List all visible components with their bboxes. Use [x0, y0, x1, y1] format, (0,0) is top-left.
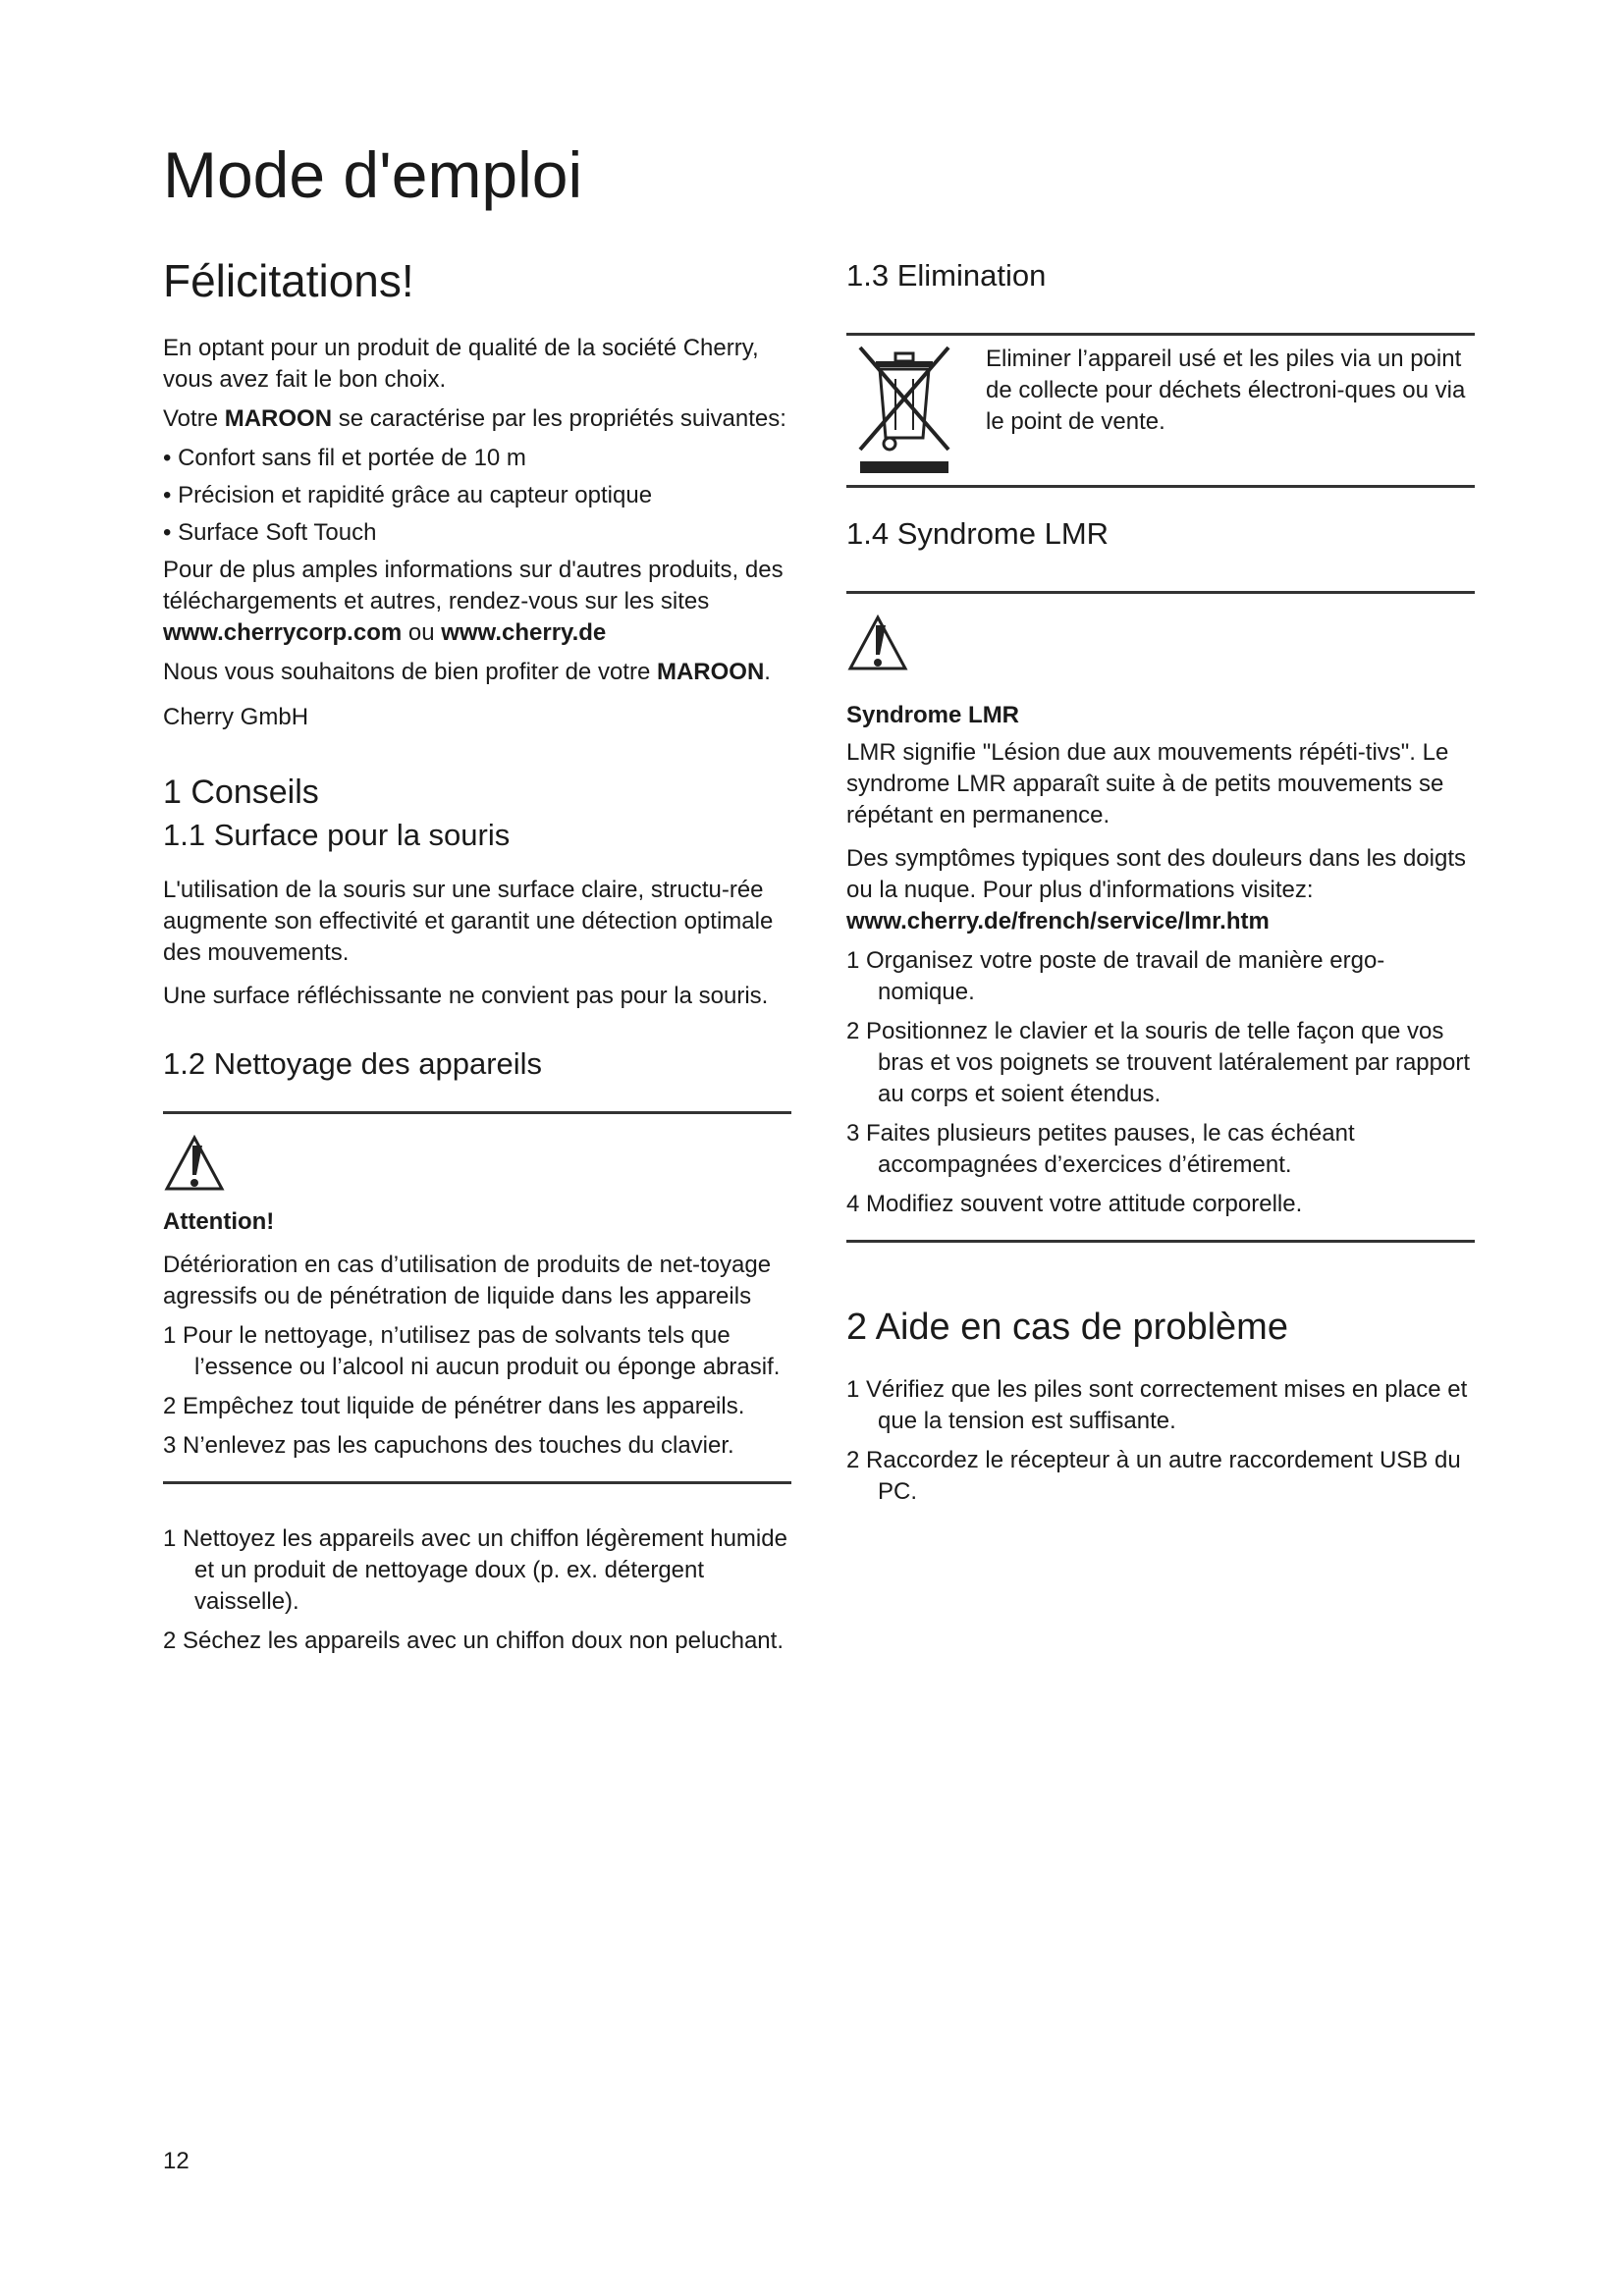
list-item: 1 Nettoyez les appareils avec un chiffon légèrement humide et un produit de nettoyage doux (p. ex. détergent vaisselle).: [163, 1525, 787, 1616]
warning-list: [163, 1320, 791, 1462]
list-item: 2 Raccordez le récepteur à un autre raccordement USB du PC.: [846, 1446, 1461, 1505]
text: se caractérise par les propriétés suivantes:: [332, 404, 786, 432]
lmr-paragraph-2: [846, 843, 1475, 937]
section-1-1-heading: 1.1 Surface pour la souris: [163, 817, 511, 852]
divider: [163, 1111, 791, 1114]
section-1-1-paragraph-2: Une surface réfléchissante ne convient pas pour la souris.: [163, 982, 769, 1009]
intro-paragraph-3: [163, 555, 791, 649]
divider: [846, 591, 1475, 594]
cleaning-list: [163, 1523, 791, 1657]
feature-list: [163, 443, 791, 549]
lmr-paragraph-1: LMR signifie "Lésion due aux mouvements répéti-tivs". Le syndrome LMR apparaît suite à de petits mouvements se répétant en permanence.: [846, 739, 1449, 829]
disposal-block: [846, 336, 1475, 485]
text: .: [764, 658, 771, 685]
section-2-heading: 2 Aide en cas de problème: [846, 1307, 1288, 1349]
list-item: 3 N’enlevez pas les capuchons des touches du clavier.: [163, 1432, 734, 1460]
section-1-2-heading: 1.2 Nettoyage des appareils: [163, 1045, 543, 1081]
section-1-4-heading: 1.4 Syndrome LMR: [846, 516, 1110, 552]
intro-heading: Félicitations!: [163, 255, 414, 306]
website-link[interactable]: www.cherry.de/french/service/lmr.htm: [846, 908, 1270, 935]
product-name: MAROON: [224, 404, 333, 432]
text: Pour de plus amples informations sur d'autres produits, des téléchargements et autres, rendez-vous sur les sites: [163, 556, 784, 614]
page-number: 12: [163, 2148, 189, 2174]
text: Nous vous souhaitons de bien profiter de votre: [163, 658, 657, 685]
troubleshooting-list: [846, 1374, 1475, 1508]
warning-icon: [163, 1134, 226, 1193]
intro-paragraph-2: [163, 403, 791, 435]
right-column: [846, 257, 1475, 1516]
page-title: Mode d'emploi: [163, 138, 583, 211]
disposal-text: Eliminer l’appareil usé et les piles via un point de collecte pour déchets électroni-ques ou via le point de vente.: [986, 346, 1466, 436]
list-item: • Surface Soft Touch: [163, 518, 377, 546]
warning-title-text: Attention!: [163, 1208, 275, 1236]
text: ou: [402, 618, 442, 646]
lmr-list: [846, 945, 1475, 1220]
divider: [163, 1481, 791, 1484]
warning-text: Détérioration en cas d’utilisation de produits de net-toyage agressifs ou de pénétration de liquide dans les appareils: [163, 1252, 772, 1310]
section-1-3-heading: 1.3 Elimination: [846, 258, 1047, 293]
section-1-1-paragraph-1: L'utilisation de la souris sur une surface claire, structu-rée augmente son effectivité et garantit une détection optimale des mouvements.: [163, 876, 774, 966]
list-item: 2 Positionnez le clavier et la souris de telle façon que vos bras et vos poignets se trouvent latéralement par rapport au corps et soient étendus.: [846, 1018, 1470, 1108]
warning-title: [846, 700, 1475, 731]
list-item: 3 Faites plusieurs petites pauses, le cas échéant accompagnées d’exercices d’étirement.: [846, 1120, 1355, 1179]
text: Votre: [163, 404, 225, 432]
warning-title: [163, 1206, 791, 1238]
warning-title-text: Syndrome LMR: [846, 702, 1020, 729]
list-item: 4 Modifiez souvent votre attitude corporelle.: [846, 1191, 1303, 1218]
left-column: [163, 255, 791, 1665]
section-1-heading: 1 Conseils: [163, 773, 319, 811]
list-item: 1 Organisez votre poste de travail de manière ergo-nomique.: [846, 947, 1385, 1006]
list-item: • Confort sans fil et portée de 10 m: [163, 444, 526, 471]
crossed-bin-icon: [846, 340, 962, 477]
list-item: 1 Pour le nettoyage, n’utilisez pas de solvants tels que l’essence ou l’alcool ni aucun produit ou éponge abrasif.: [163, 1322, 781, 1381]
list-item: 1 Vérifiez que les piles sont correctement mises en place et que la tension est suffisante.: [846, 1375, 1468, 1434]
list-item: • Précision et rapidité grâce au capteur optique: [163, 481, 653, 508]
divider: [846, 1240, 1475, 1243]
list-item: 2 Empêchez tout liquide de pénétrer dans les appareils.: [163, 1393, 745, 1420]
website-link[interactable]: www.cherrycorp.com: [163, 618, 403, 646]
text: Des symptômes typiques sont des douleurs dans les doigts ou la nuque. Pour plus d'informations visitez:: [846, 845, 1466, 904]
signature: Cherry GmbH: [163, 703, 309, 730]
warning-icon: [846, 614, 909, 672]
divider: [846, 485, 1475, 488]
intro-paragraph-1: En optant pour un produit de qualité de la société Cherry, vous avez fait le bon choix.: [163, 334, 759, 393]
intro-paragraph-4: [163, 657, 791, 688]
website-link[interactable]: www.cherry.de: [441, 618, 607, 646]
list-item: 2 Séchez les appareils avec un chiffon doux non peluchant.: [163, 1628, 784, 1655]
product-name: MAROON: [656, 658, 765, 685]
